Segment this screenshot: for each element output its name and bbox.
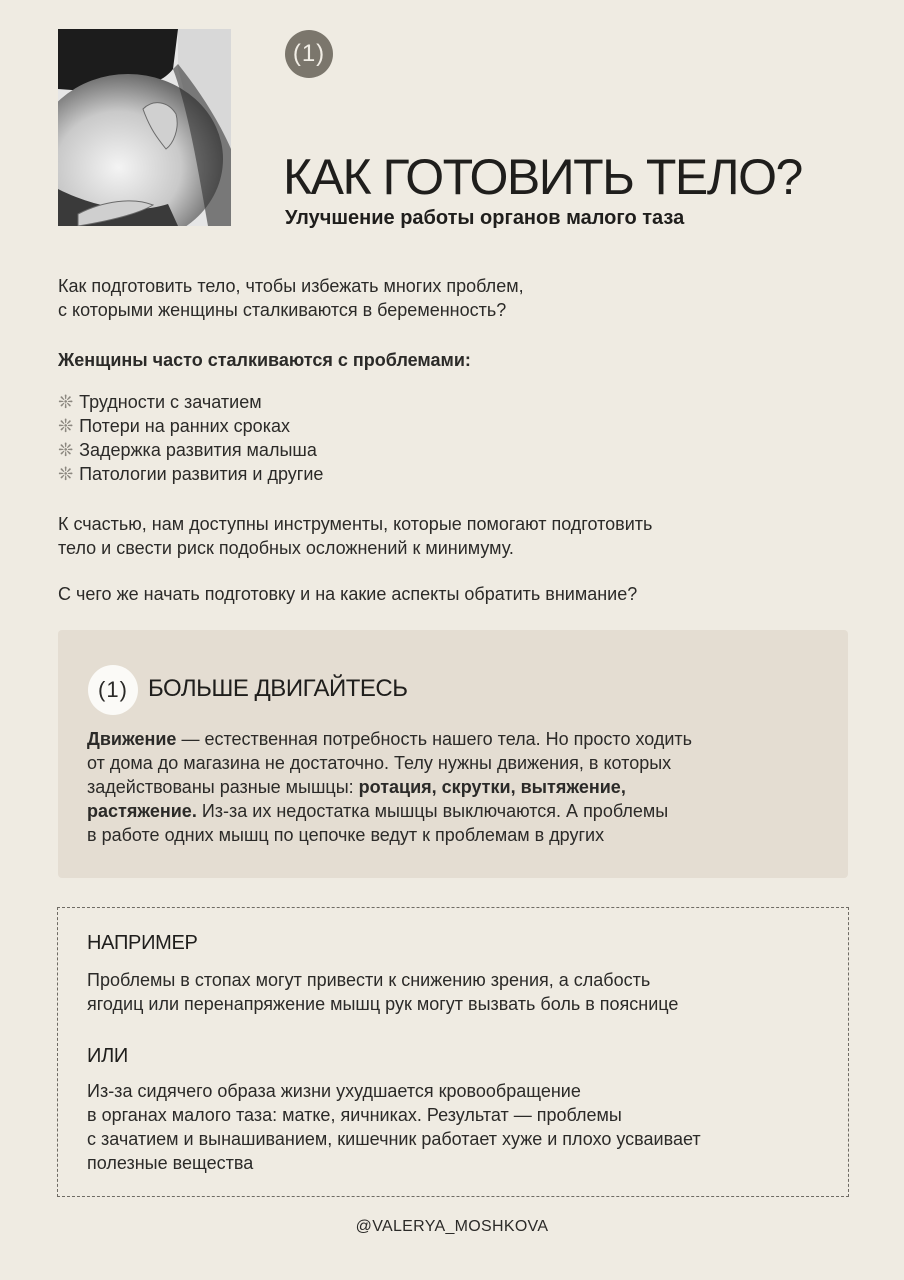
example-line: с зачатием и вынашиванием, кишечник работает хуже и плохо усваивает bbox=[87, 1129, 701, 1149]
paragraph-line: К счастью, нам доступны инструменты, которые помогают подготовить bbox=[58, 514, 653, 534]
example-line: полезные вещества bbox=[87, 1153, 254, 1173]
list-item bbox=[58, 438, 323, 462]
tip-line bbox=[87, 799, 807, 823]
list-item-label: Трудности с зачатием bbox=[79, 392, 262, 412]
example-heading: НАПРИМЕР bbox=[87, 932, 198, 954]
examples-box bbox=[57, 907, 849, 1197]
tip-text: Из-за их недостатка мышцы выключаются. А проблемы bbox=[196, 801, 669, 821]
example-line: Из-за сидячего образа жизни ухудшается кровообращение bbox=[87, 1081, 581, 1101]
tip-title: БОЛЬШЕ ДВИГАЙТЕСЬ bbox=[148, 675, 408, 702]
tip-line: от дома до магазина не достаточно. Телу нужны движения, в которых bbox=[87, 753, 672, 773]
tip-line bbox=[87, 775, 807, 799]
intro-line: Как подготовить тело, чтобы избежать многих проблем, bbox=[58, 276, 524, 296]
example-heading: ИЛИ bbox=[87, 1045, 128, 1067]
snowflake-bullet-icon: ❊ bbox=[58, 464, 74, 484]
tip-number-badge: (1) bbox=[88, 665, 138, 715]
bold-term: ротация, скрутки, вытяжение, bbox=[358, 777, 626, 797]
intro-paragraph bbox=[58, 274, 838, 322]
example-line: в органах малого таза: матке, яичниках. Результат — проблемы bbox=[87, 1105, 622, 1125]
solution-paragraph bbox=[58, 512, 838, 560]
list-item bbox=[58, 462, 323, 486]
tip-text: задействованы разные мышцы: bbox=[87, 777, 359, 797]
example-line: ягодиц или перенапряжение мышц рук могут вызвать боль в пояснице bbox=[87, 994, 679, 1014]
list-item-label: Потери на ранних сроках bbox=[79, 416, 290, 436]
snowflake-bullet-icon: ❊ bbox=[58, 416, 74, 436]
intro-line: с которыми женщины сталкиваются в беременность? bbox=[58, 300, 507, 320]
snowflake-bullet-icon: ❊ bbox=[58, 440, 74, 460]
tip-line: в работе одних мышц по цепочке ведут к проблемам в других bbox=[87, 825, 605, 845]
list-item-label: Патологии развития и другие bbox=[79, 464, 324, 484]
bold-term: Движение bbox=[87, 729, 177, 749]
list-item-label: Задержка развития малыша bbox=[79, 440, 317, 460]
problems-list bbox=[58, 390, 323, 486]
page-number-badge: (1) bbox=[285, 30, 333, 78]
list-item bbox=[58, 390, 323, 414]
tip-line bbox=[87, 727, 807, 751]
paragraph-line: тело и свести риск подобных осложнений к минимуму. bbox=[58, 538, 514, 558]
author-handle: @VALERYA_MOSHKOVA bbox=[355, 1218, 549, 1235]
list-item bbox=[58, 414, 323, 438]
problems-heading: Женщины часто сталкиваются с проблемами: bbox=[58, 350, 471, 370]
example-text bbox=[87, 968, 827, 1016]
tip-card bbox=[58, 630, 848, 878]
snowflake-bullet-icon: ❊ bbox=[58, 392, 74, 412]
example-line: Проблемы в стопах могут привести к снижению зрения, а слабость bbox=[87, 970, 651, 990]
bold-term: растяжение. bbox=[87, 801, 197, 821]
question-paragraph: С чего же начать подготовку и на какие аспекты обратить внимание? bbox=[58, 584, 638, 604]
example-text bbox=[87, 1079, 827, 1175]
page-title: КАК ГОТОВИТЬ ТЕЛО? bbox=[283, 149, 802, 205]
page-subtitle: Улучшение работы органов малого таза bbox=[285, 207, 685, 229]
pregnancy-photo bbox=[58, 29, 231, 226]
tip-text: — естественная потребность нашего тела. Но просто ходить bbox=[176, 729, 693, 749]
tip-body bbox=[87, 727, 807, 847]
